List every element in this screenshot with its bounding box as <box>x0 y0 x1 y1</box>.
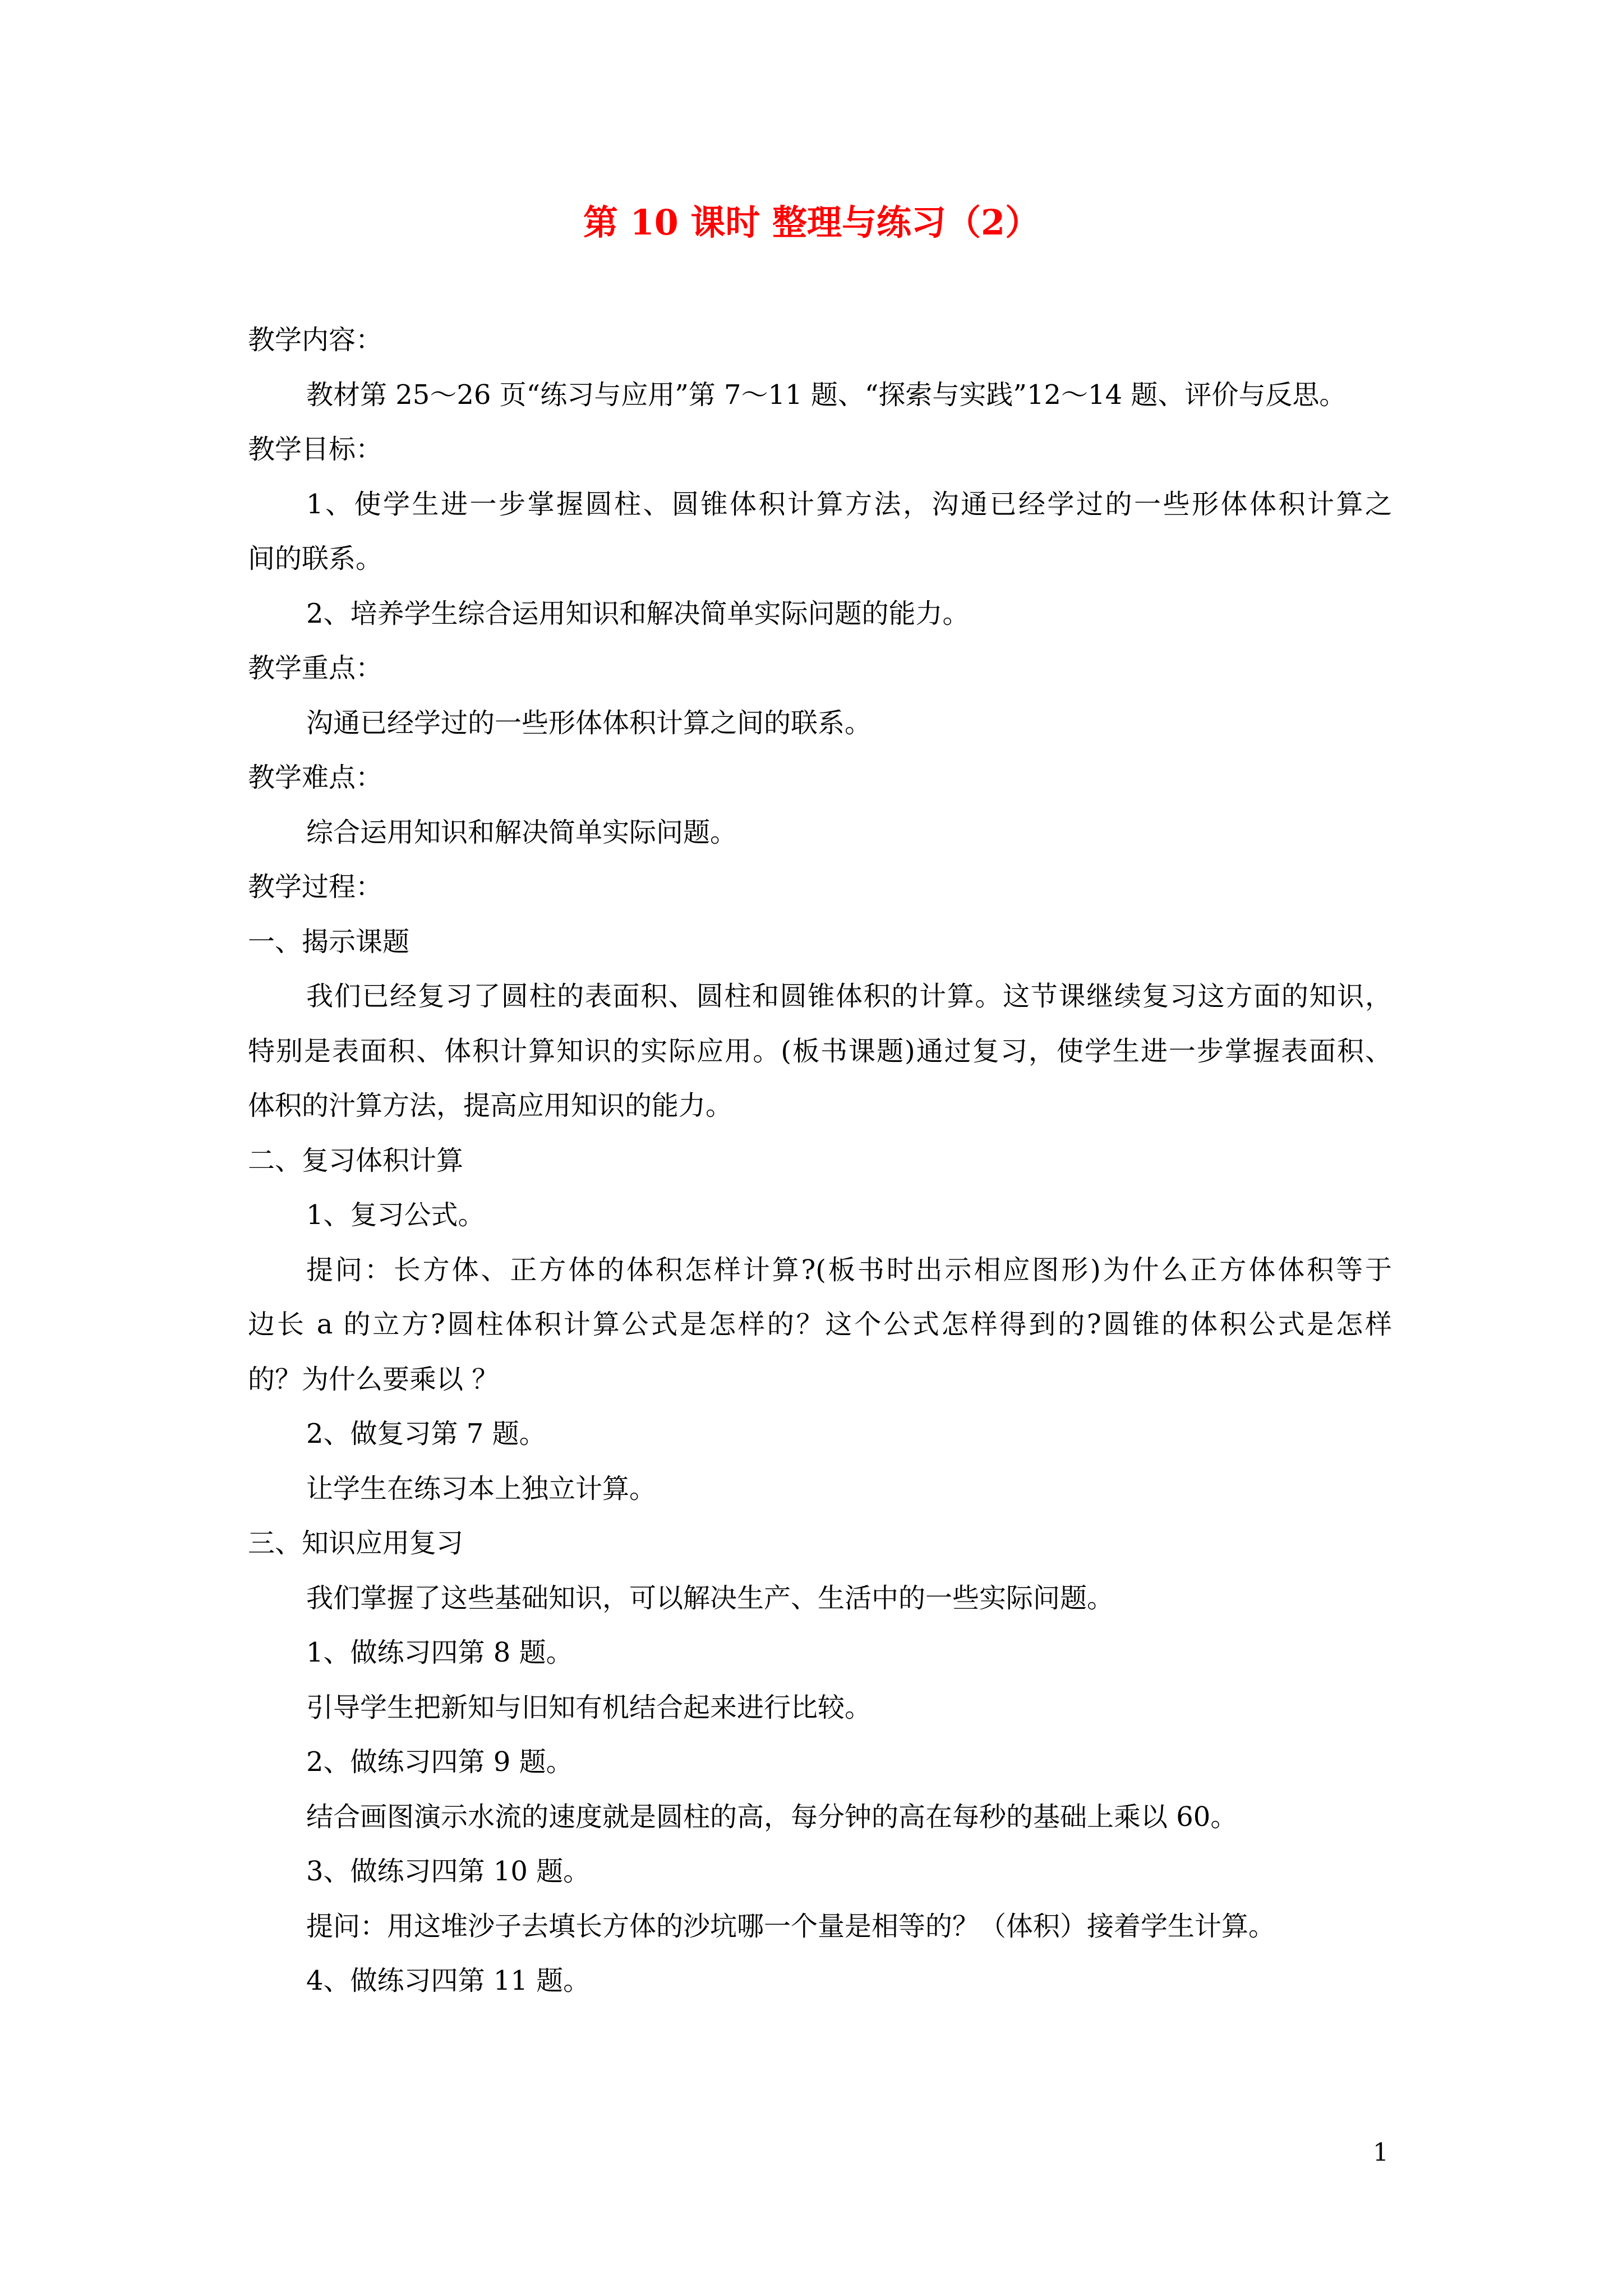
page-title: 第 10 课时 整理与练习（2） <box>583 202 1040 243</box>
text-line: 教材第 25～26 页“练习与应用”第 7～11 题、“探索与实践”12～14 题、评价与反思。 <box>306 379 1347 411</box>
text-line: 综合运用知识和解决简单实际问题。 <box>306 816 737 848</box>
text-line: 三、知识应用复习 <box>248 1527 464 1559</box>
text-line: 边长 a 的立方?圆柱体积计算公式是怎样的？这个公式怎样得到的?圆锥的体积公式是怎样 <box>248 1309 1392 1340</box>
text-line: 教学内容： <box>248 324 383 356</box>
text-line: 我们已经复习了圆柱的表面积、圆柱和圆锥体积的计算。这节课继续复习这方面的知识， <box>306 981 1392 1012</box>
document-body <box>248 313 1392 2009</box>
text-line: 1、使学生进一步掌握圆柱、圆锥体积计算方法，沟通已经学过的一些形体体积计算之 <box>306 488 1392 520</box>
text-line: 1、做练习四第 8 题。 <box>306 1637 573 1668</box>
text-line: 提问：长方体、正方体的体积怎样计算?(板书时出示相应图形)为什么正方体体积等于 <box>306 1254 1392 1286</box>
text-line: 教学难点： <box>248 762 383 793</box>
text-line: 2、做练习四第 9 题。 <box>306 1746 573 1778</box>
text-line: 教学重点： <box>248 652 383 684</box>
text-line: 间的联系。 <box>248 543 383 574</box>
text-line: 教学过程： <box>248 871 383 903</box>
text-line: 3、做练习四第 10 题。 <box>306 1856 591 1887</box>
text-line: 二、复习体积计算 <box>248 1144 464 1176</box>
text-line: 让学生在练习本上独立计算。 <box>306 1473 657 1504</box>
text-line: 1、复习公式。 <box>306 1199 485 1231</box>
text-line: 特别是表面积、体积计算知识的实际应用。(板书课题)通过复习，使学生进一步掌握表面积、 <box>248 1035 1392 1067</box>
text-line: 我们掌握了这些基础知识，可以解决生产、生活中的一些实际问题。 <box>306 1582 1114 1614</box>
text-line: 引导学生把新知与旧知有机结合起来进行比较。 <box>306 1691 872 1723</box>
text-line: 的？为什么要乘以 ？ <box>248 1363 499 1395</box>
text-line: 教学目标： <box>248 434 383 465</box>
text-line: 4、做练习四第 11 题。 <box>306 1965 591 1996</box>
text-line: 体积的汁算方法，提高应用知识的能力。 <box>248 1090 733 1121</box>
text-line: 2、培养学生综合运用知识和解决简单实际问题的能力。 <box>306 597 970 629</box>
text-line: 一、揭示课题 <box>248 926 410 958</box>
text-line: 2、做复习第 7 题。 <box>306 1418 546 1450</box>
text-line: 提问：用这堆沙子去填长方体的沙坑哪一个量是相等的？（体积）接着学生计算。 <box>306 1910 1276 1942</box>
text-line: 沟通已经学过的一些形体体积计算之间的联系。 <box>306 707 872 739</box>
text-line: 结合画图演示水流的速度就是圆柱的高，每分钟的高在每秒的基础上乘以 60。 <box>306 1801 1238 1833</box>
page-number: 1 <box>1373 2138 1389 2167</box>
